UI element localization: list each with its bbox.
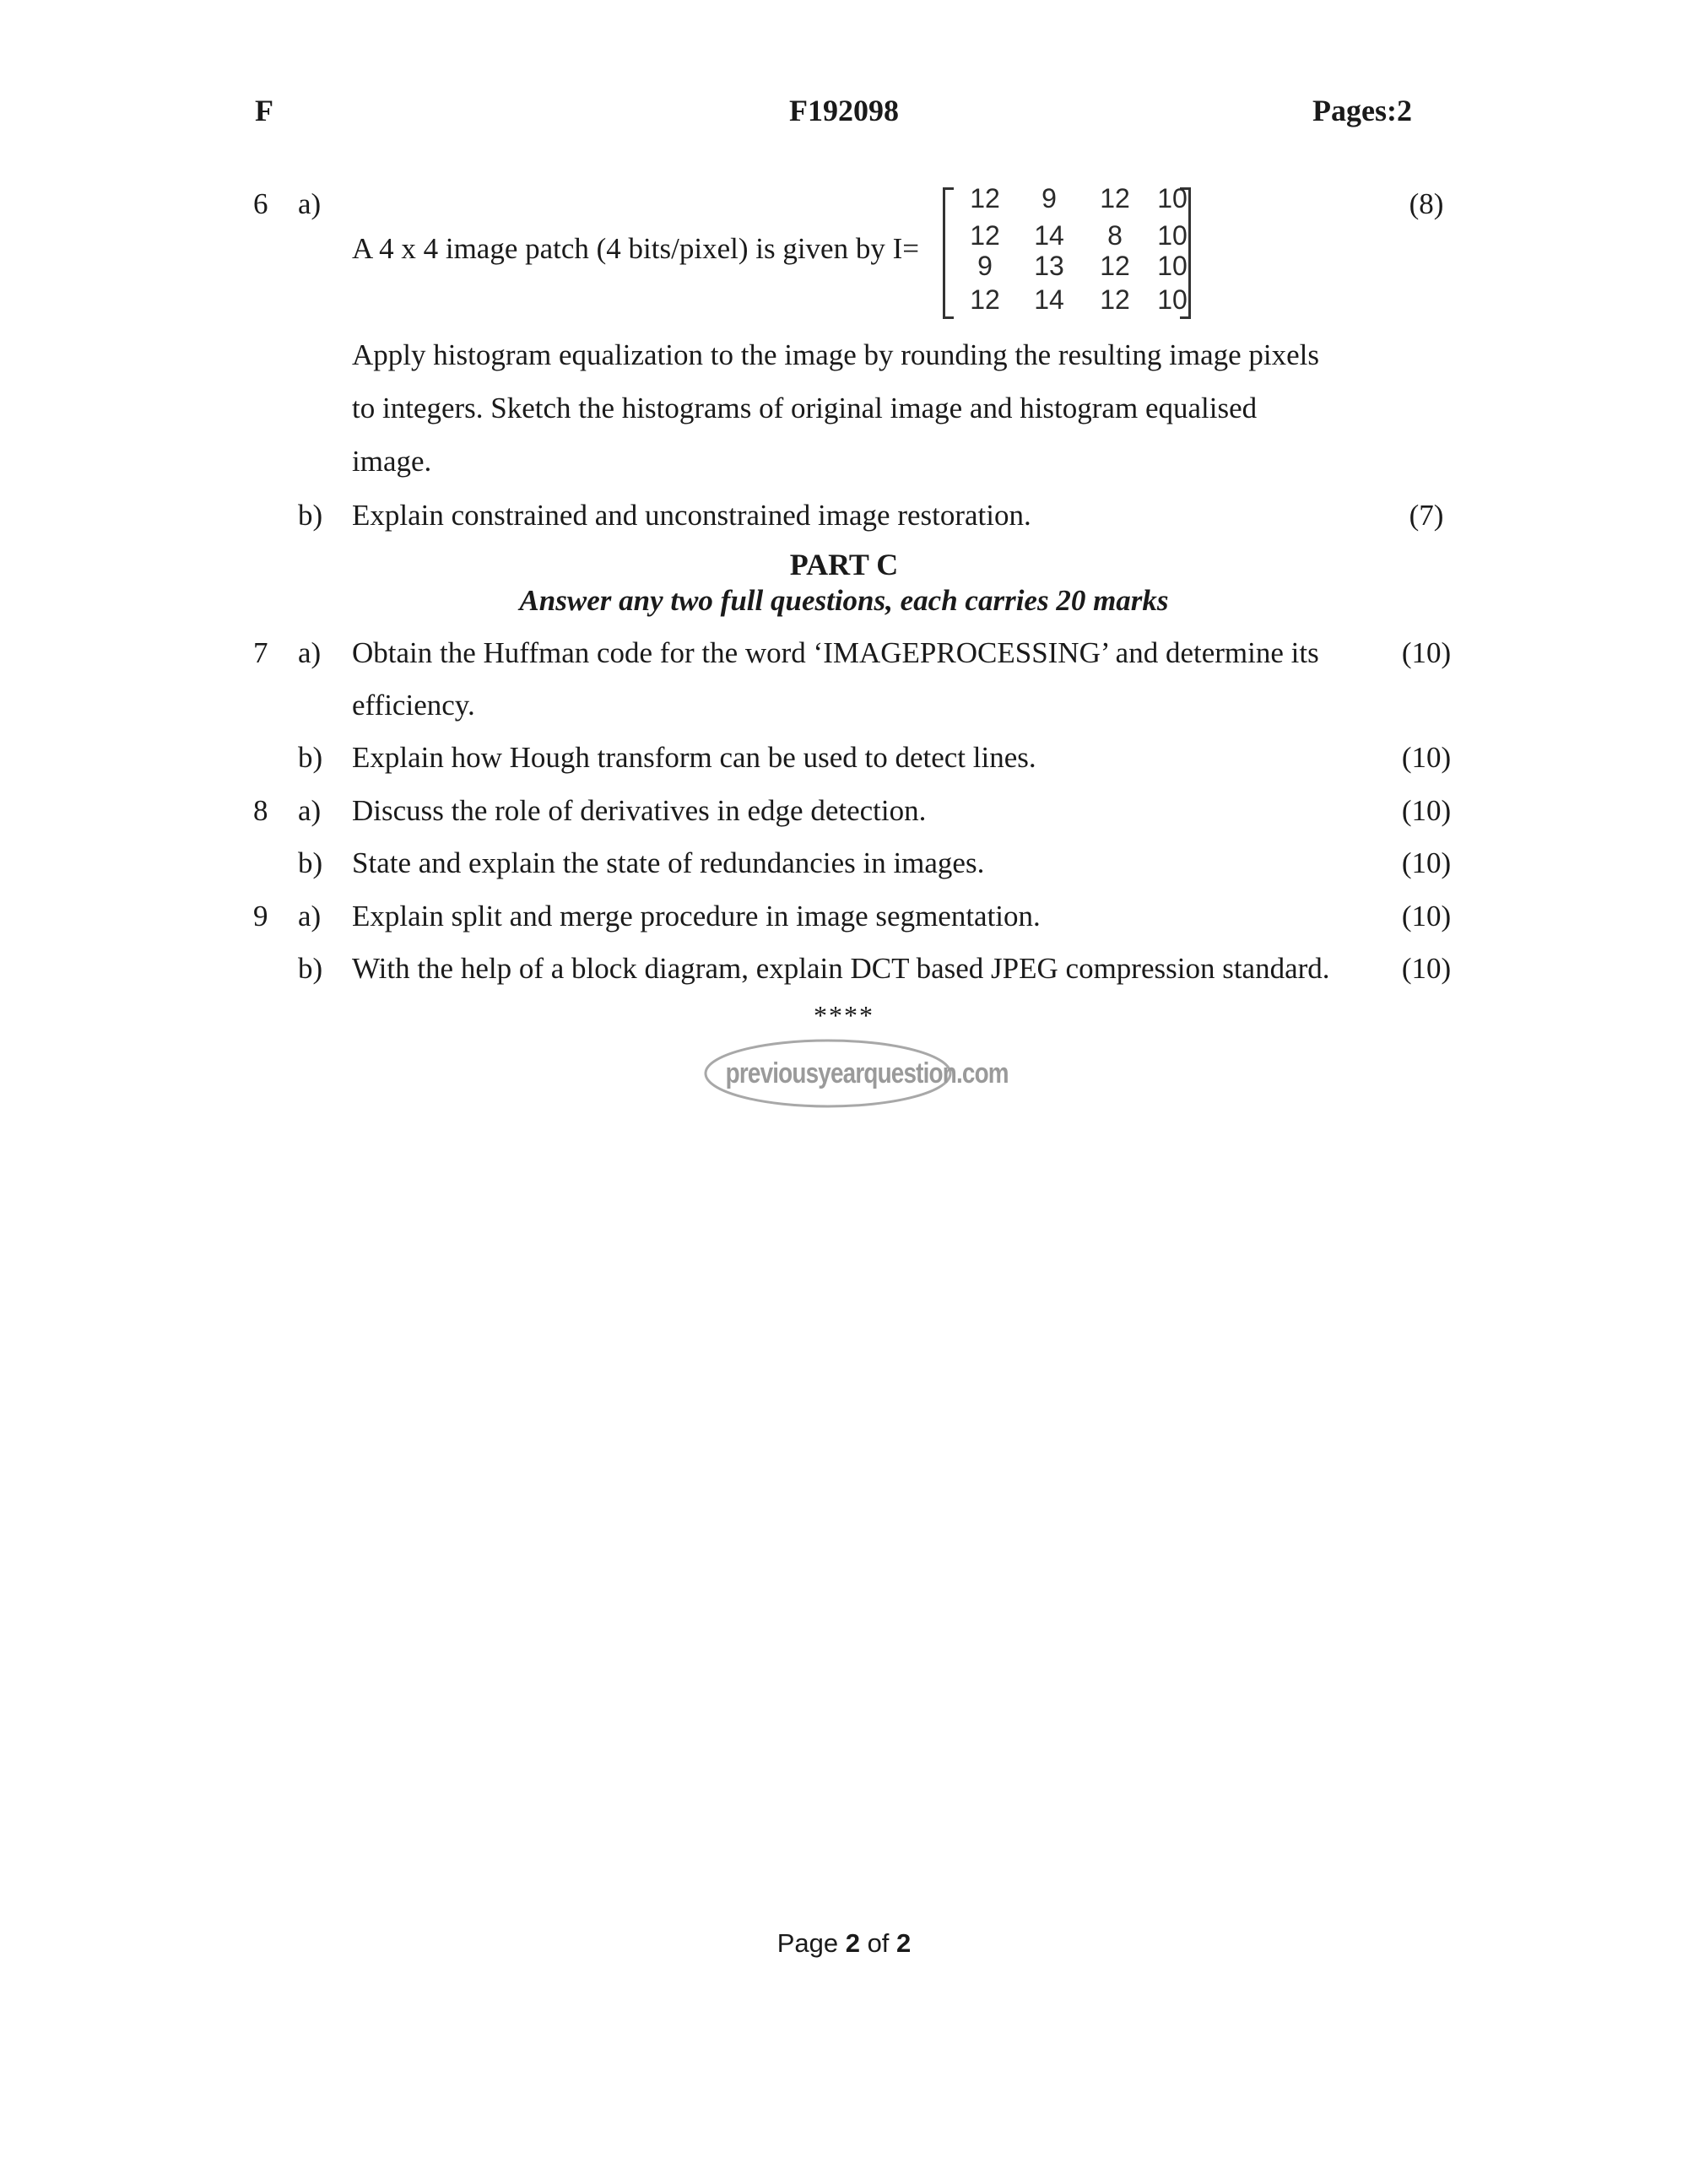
question-7b-text: Explain how Hough transform can be used to detect lines. xyxy=(352,741,1036,774)
header-series-letter: F xyxy=(255,94,273,127)
question-8b-letter: b) xyxy=(298,846,323,879)
matrix-cell: 14 xyxy=(1034,284,1064,315)
question-7a-marks: (10) xyxy=(1401,636,1452,669)
footer-prefix: Page xyxy=(776,1928,846,1958)
matrix-left-bracket xyxy=(943,187,954,319)
question-number-9: 9 xyxy=(253,900,268,933)
question-6a-body-line: Apply histogram equalization to the image by rounding the resulting image pixels xyxy=(352,338,1320,371)
watermark-logo xyxy=(703,1038,1009,1109)
matrix-cell: 12 xyxy=(1100,183,1130,214)
matrix-row xyxy=(955,250,1188,282)
matrix-cell: 10 xyxy=(1157,251,1188,281)
matrix-cell: 10 xyxy=(1157,284,1188,315)
page-footer xyxy=(0,1927,1688,1960)
question-6b-text: Explain constrained and unconstrained image restoration. xyxy=(352,499,1031,532)
footer-current-page: 2 xyxy=(845,1928,860,1958)
matrix-row xyxy=(955,182,1188,214)
matrix-row xyxy=(955,284,1188,316)
matrix-row xyxy=(955,219,1188,251)
matrix-cell: 8 xyxy=(1107,220,1123,251)
matrix-cell: 12 xyxy=(1100,284,1130,315)
matrix-cell: 9 xyxy=(1041,183,1057,214)
matrix-cell: 12 xyxy=(1100,251,1130,281)
matrix-cell: 9 xyxy=(977,251,993,281)
question-7a-text-line: Obtain the Huffman code for the word ‘IMAGEPROCESSING’ and determine its xyxy=(352,636,1319,669)
question-7b-letter: b) xyxy=(298,741,323,774)
matrix-cell: 12 xyxy=(970,220,1000,251)
matrix-cell: 12 xyxy=(970,284,1000,315)
matrix-cell: 14 xyxy=(1034,220,1064,251)
question-8a-letter: a) xyxy=(298,794,322,827)
end-of-paper-marker: **** xyxy=(814,1000,874,1030)
question-6b-letter: b) xyxy=(298,499,323,532)
question-7a-text-line: efficiency. xyxy=(352,689,475,722)
question-number-8: 8 xyxy=(253,794,268,827)
question-6a-intro: A 4 x 4 image patch (4 bits/pixel) is given by I= xyxy=(352,232,919,265)
question-8b-marks: (10) xyxy=(1401,846,1452,879)
watermark-text: previousyearquestion.com xyxy=(725,1057,1009,1089)
matrix-cell: 10 xyxy=(1157,220,1188,251)
footer-middle: of xyxy=(859,1928,897,1958)
question-8a-text: Discuss the role of derivatives in edge detection. xyxy=(352,794,927,827)
header-paper-code: F192098 xyxy=(789,94,899,127)
part-c-title: PART C xyxy=(789,548,899,581)
question-9b-letter: b) xyxy=(298,952,323,985)
matrix-cell: 12 xyxy=(970,183,1000,214)
question-6a-letter: a) xyxy=(298,187,322,220)
question-7b-marks: (10) xyxy=(1401,741,1452,774)
question-6a-body-line: to integers. Sketch the histograms of original image and histogram equalised xyxy=(352,392,1258,424)
question-6a-marks: (8) xyxy=(1409,187,1444,220)
question-9a-letter: a) xyxy=(298,900,322,933)
question-6b-marks: (7) xyxy=(1409,499,1444,532)
question-9b-text: With the help of a block diagram, explain DCT based JPEG compression standard. xyxy=(352,952,1330,985)
question-7a-letter: a) xyxy=(298,636,322,669)
matrix-cell: 10 xyxy=(1157,183,1188,214)
question-9a-marks: (10) xyxy=(1401,900,1452,933)
image-matrix xyxy=(943,177,1196,317)
question-8a-marks: (10) xyxy=(1401,794,1452,827)
question-number-6: 6 xyxy=(253,187,268,220)
part-c-instruction: Answer any two full questions, each carries 20 marks xyxy=(519,584,1169,617)
footer-total-pages: 2 xyxy=(896,1928,912,1958)
question-6a-body-line: image. xyxy=(352,445,432,478)
question-number-7: 7 xyxy=(253,636,268,669)
question-9b-marks: (10) xyxy=(1401,952,1452,985)
header-page-count: Pages:2 xyxy=(1312,94,1412,127)
question-8b-text: State and explain the state of redundancies in images. xyxy=(352,846,985,879)
matrix-cell: 13 xyxy=(1034,251,1064,281)
question-9a-text: Explain split and merge procedure in image segmentation. xyxy=(352,900,1041,933)
